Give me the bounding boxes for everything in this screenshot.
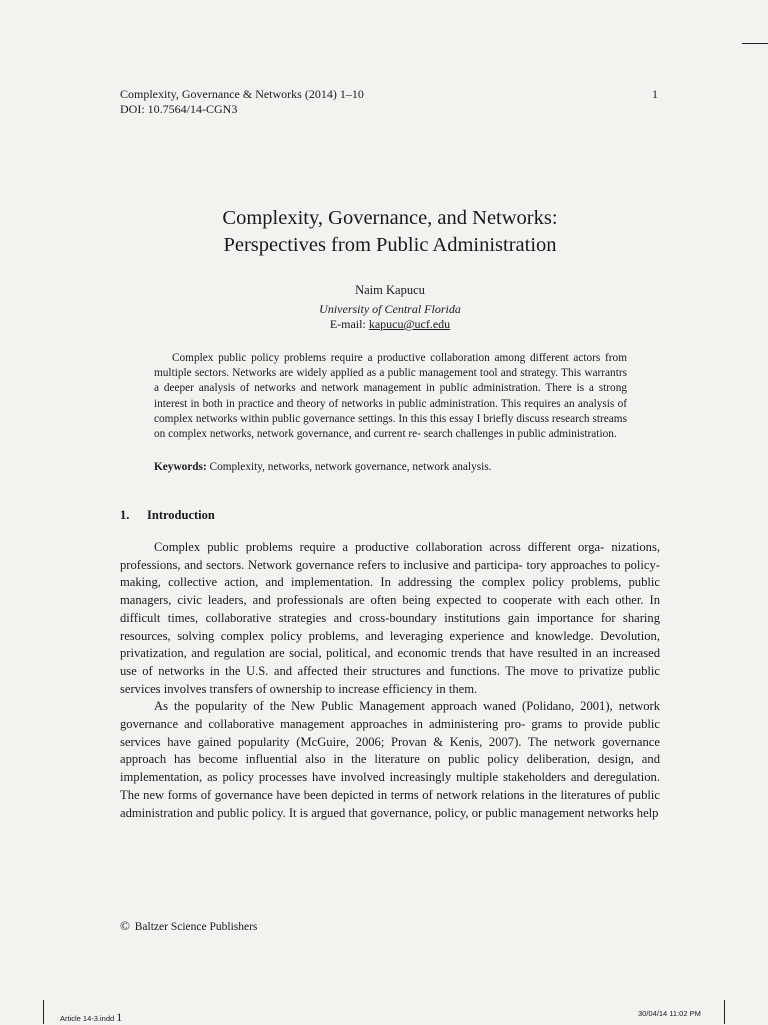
abstract: Complex public policy problems require a productive collaboration among different actors from multiple sectors. Networks are widely applied as a public management tool and strategy. This warrantrs a deeper analysis of networks and network management in public administration. There is a strong interest in both in practice and theory of networks in public administration. This requires an analysis of complex networks within public governance settings. In this this essay I briefly discuss research streams on complex networks, network governance, and current re- search challenges in public administration. <box>154 352 627 441</box>
crop-mark-bottom-left <box>43 1000 44 1024</box>
title-line: Complexity, Governance, and Networks: <box>222 207 558 229</box>
print-slug-timestamp: 30/04/14 11:02 PM <box>638 1009 701 1018</box>
title-line: Perspectives from Public Administration <box>223 234 557 256</box>
email-label: E-mail: <box>329 317 369 331</box>
paragraph: Complex public problems require a productive collaboration across different orga- nizations, professions, and sectors. Network governance refers to inclusive and participa- tory approaches to policy-making, collective action, and implementation. In addressing the complex policy problems, public managers, civic leaders, and professionals are often being expected to cooperate with each other. In difficult times, collaborative strategies and cross-boundary institutions gain importance for sharing resources, solving complex policy problems, and leveraging experience and knowledge. Devolution, privatization, and regulation are social, political, and economic trends that have resulted in an increased use of networks in the U.S. and affected their structures and functions. The move to privatize public services involves transfers of ownership to increase efficiency in them. <box>120 540 660 696</box>
publisher-name: Baltzer Science Publishers <box>134 921 258 933</box>
copyright-icon: © <box>120 918 130 933</box>
keywords-label: Keywords: <box>154 461 207 473</box>
section-number: 1. <box>120 508 130 522</box>
journal-citation: Complexity, Governance & Networks (2014) 1–10 <box>120 87 364 101</box>
page-number: 1 <box>652 87 658 101</box>
slug-page-number: 1 <box>116 1010 123 1024</box>
print-slug-file <box>60 1010 122 1025</box>
running-head <box>120 87 660 117</box>
slug-filename: Article 14-3.indd <box>60 1014 115 1023</box>
body-text <box>120 539 660 822</box>
crop-mark-bottom-right <box>724 1000 725 1024</box>
author-email <box>120 317 660 332</box>
paragraph: As the popularity of the New Public Management approach waned (Polidano, 2001), network governance and collaborative management approaches in administering pro- grams to provide public services have gained popularity (McGuire, 2006; Provan & Kenis, 2007). The network governance approach has become influential also in the literature on public policy deliberation, design, and implementation, as policy processes have involved increasingly multiple stakeholders and deregulation. The new forms of governance have been depicted in terms of network relations in the literatures of public administration and public policy. It is argued that governance, policy, or public management networks help <box>120 699 660 820</box>
doi: DOI: 10.7564/14-CGN3 <box>120 102 238 116</box>
section-heading <box>120 508 215 523</box>
keywords <box>154 461 627 473</box>
section-title: Introduction <box>147 508 215 522</box>
author-name: Naim Kapucu <box>355 283 425 297</box>
author-affiliation: University of Central Florida <box>319 302 461 316</box>
keywords-list: Complexity, networks, network governance, network analysis. <box>206 461 492 473</box>
publisher-footer <box>120 918 257 934</box>
article-title <box>120 205 660 259</box>
crop-mark-top-right <box>742 43 768 44</box>
email-link[interactable]: kapucu@ucf.edu <box>368 317 451 331</box>
